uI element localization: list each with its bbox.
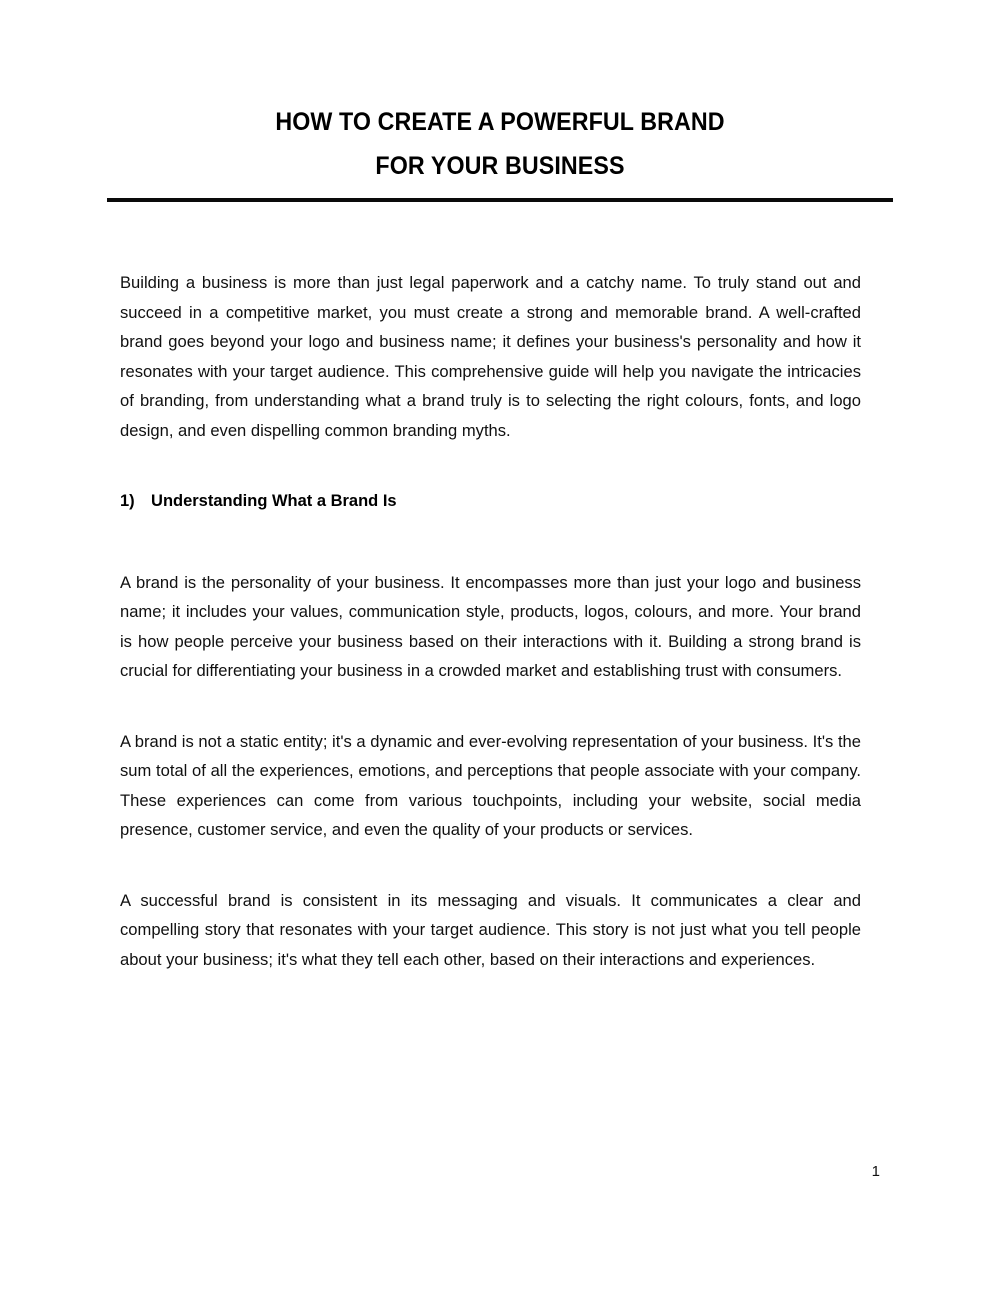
section-heading-1 (120, 486, 857, 516)
document-title (107, 100, 893, 188)
section-paragraph-1: A brand is the personality of your business. It encompasses more than just your logo and business name; it includes your values, communication style, products, logos, colours, and more. Your brand is how people perceive your business based on their interactions with it. Building a strong brand is crucial for differentiating your business in a crowded market and establishing trust with consumers. (120, 572, 861, 680)
section-heading-text: Understanding What a Brand Is (151, 491, 397, 510)
document-title-line-1: HOW TO CREATE A POWERFUL BRAND (275, 108, 725, 136)
intro-paragraph: Building a business is more than just legal paperwork and a catchy name. To truly stand out and succeed in a competitive market, you must create a strong and memorable brand. A well-crafted brand goes beyond your logo and business name; it defines your business's personality and how it resonates with your target audience. This comprehensive guide will help you navigate the intricacies of branding, from understanding what a brand truly is to selecting the right colours, fonts, and logo design, and even dispelling common branding myths. (120, 273, 861, 440)
section-paragraph-2: A brand is not a static entity; it's a dynamic and ever-evolving representation of your business. It's the sum total of all the experiences, emotions, and perceptions that people associate with your company. These experiences can come from various touchpoints, including your website, social media presence, customer service, and even the quality of your products or services. (120, 731, 861, 839)
title-divider-rule (107, 198, 893, 202)
section-number: 1) (120, 491, 135, 510)
section-paragraph-3: A successful brand is consistent in its messaging and visuals. It communicates a clear and compelling story that resonates with your target audience. This story is not just what you tell people about your business; it's what they tell each other, based on their interactions and experiences. (120, 890, 861, 969)
document-body (120, 268, 880, 974)
document-title-line-2: FOR YOUR BUSINESS (375, 152, 625, 180)
page-number: 1 (871, 1163, 880, 1180)
